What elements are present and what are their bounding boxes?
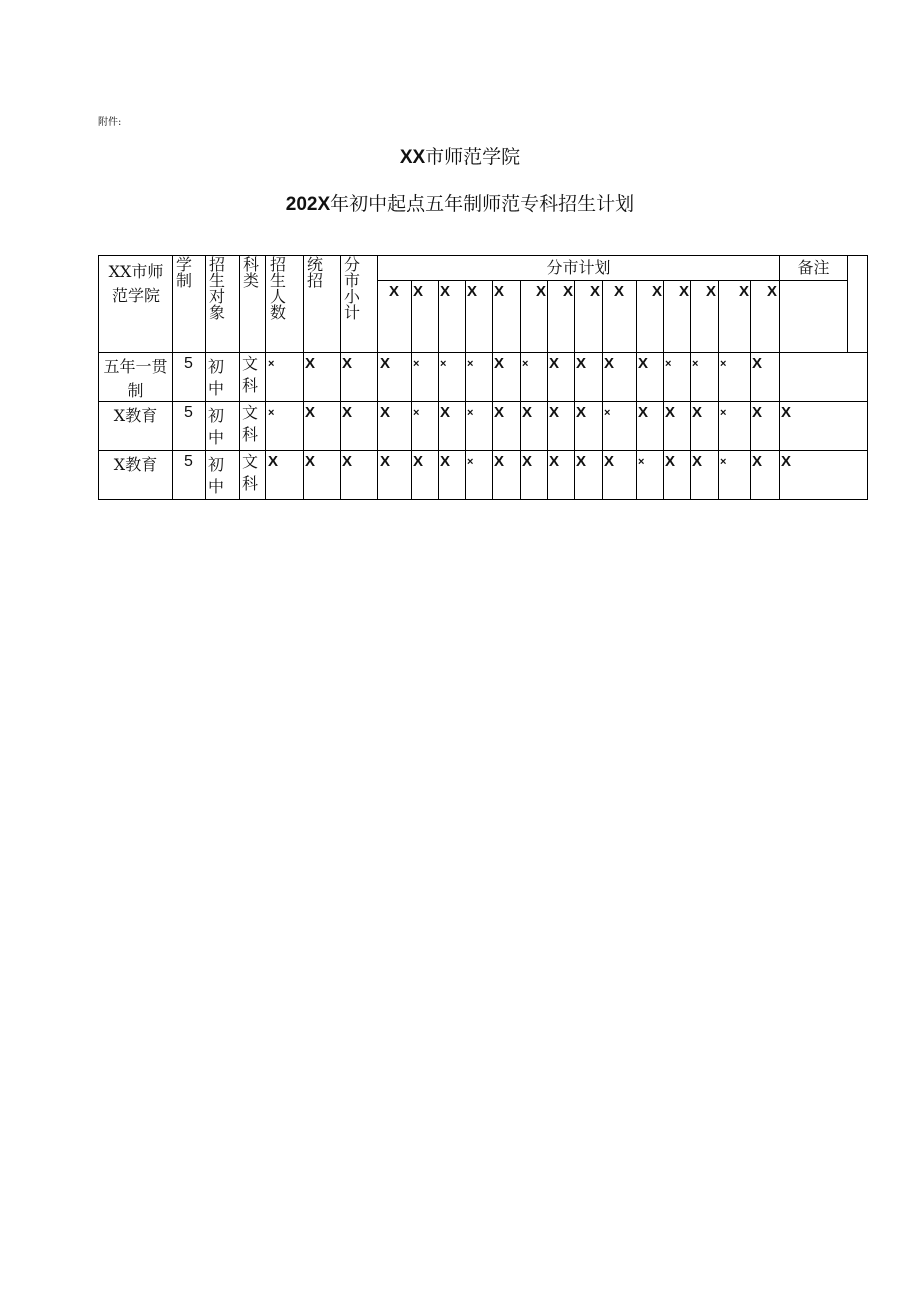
city-marker: X xyxy=(536,283,547,300)
row-subtotal: X xyxy=(342,404,353,421)
row-unified: X xyxy=(305,355,316,372)
row-name: X教育 xyxy=(113,406,158,425)
row-city-value: X xyxy=(549,404,560,421)
row-city-value: X xyxy=(752,404,763,421)
row-city-value: × xyxy=(413,407,420,419)
row-years: 5 xyxy=(184,355,193,372)
row-city-value: X xyxy=(380,404,391,421)
row-city-value: X xyxy=(494,404,505,421)
header-duration: 学制 xyxy=(176,255,193,290)
attachment-label: 附件: xyxy=(98,117,122,128)
title-plan-name: 年初中起点五年制师范专科招生计划 xyxy=(330,193,635,215)
city-marker: X xyxy=(614,283,625,300)
row-city-value: X xyxy=(380,453,391,470)
row-city-value: X xyxy=(752,453,763,470)
row-target: 初中 xyxy=(208,406,225,447)
title-plan-year: 202X xyxy=(285,194,331,215)
row-city-value: X xyxy=(522,453,533,470)
row-city-value: × xyxy=(440,358,447,370)
row-city-value: × xyxy=(692,358,699,370)
row-target: 初中 xyxy=(208,455,225,496)
row-remark: X xyxy=(781,404,792,421)
header-institution xyxy=(102,260,170,308)
header-category: 科类 xyxy=(243,255,260,290)
row-city-value: × xyxy=(638,456,645,468)
title-plan xyxy=(0,189,920,216)
row-city-value: X xyxy=(604,453,615,470)
row-unified: X xyxy=(305,453,316,470)
title-institution xyxy=(0,142,920,169)
city-marker: X xyxy=(652,283,663,300)
city-marker: X xyxy=(563,283,574,300)
row-city-value: X xyxy=(665,404,676,421)
row-years: 5 xyxy=(184,404,193,421)
row-enrollment: X xyxy=(268,453,279,470)
city-marker: X xyxy=(467,283,478,300)
row-years: 5 xyxy=(184,453,193,470)
row-city-value: × xyxy=(720,407,727,419)
row-city-value: X xyxy=(692,404,703,421)
header-remarks: 备注 xyxy=(797,258,830,277)
row-city-value: X xyxy=(752,355,763,372)
row-city-value: X xyxy=(549,355,560,372)
row-city-value: × xyxy=(413,358,420,370)
row-city-value: × xyxy=(467,358,474,370)
header-subtotal: 分市小计 xyxy=(344,255,361,322)
row-target: 初中 xyxy=(208,357,225,398)
row-city-value: X xyxy=(576,453,587,470)
row-city-value: X xyxy=(522,404,533,421)
row-city-value: X xyxy=(380,355,391,372)
row-city-value: X xyxy=(665,453,676,470)
city-marker: X xyxy=(739,283,750,300)
row-city-value: X xyxy=(604,355,615,372)
row-city-value: X xyxy=(638,404,649,421)
row-unified: X xyxy=(305,404,316,421)
row-city-value: X xyxy=(494,355,505,372)
row-subtotal: X xyxy=(342,453,353,470)
row-city-value: × xyxy=(522,358,529,370)
title-institution-code: XX xyxy=(399,147,426,168)
title-institution-name: 市师范学院 xyxy=(425,146,521,168)
row-enrollment: × xyxy=(268,358,275,370)
row-city-value: X xyxy=(576,404,587,421)
city-marker: X xyxy=(590,283,601,300)
city-marker: X xyxy=(679,283,690,300)
city-marker: X xyxy=(494,283,505,300)
row-category: 文科 xyxy=(242,403,259,444)
city-marker: X xyxy=(413,283,424,300)
row-city-value: X xyxy=(576,355,587,372)
row-city-value: × xyxy=(467,456,474,468)
city-marker: X xyxy=(440,283,451,300)
row-city-value: X xyxy=(549,453,560,470)
header-city-plan: 分市计划 xyxy=(546,258,611,277)
row-city-value: × xyxy=(604,407,611,419)
row-category: 文科 xyxy=(242,354,259,395)
row-enrollment: × xyxy=(268,407,275,419)
row-city-value: × xyxy=(720,456,727,468)
row-city-value: X xyxy=(413,453,424,470)
row-city-value: X xyxy=(494,453,505,470)
header-enrollment: 招生人数 xyxy=(270,255,287,322)
row-city-value: X xyxy=(440,404,451,421)
row-city-value: × xyxy=(720,358,727,370)
header-institution-text: XX市师范学院 xyxy=(108,262,164,305)
row-city-value: × xyxy=(665,358,672,370)
row-subtotal: X xyxy=(342,355,353,372)
row-name: 五年一贯制 xyxy=(103,357,168,400)
row-name: X教育 xyxy=(113,455,158,474)
row-city-value: × xyxy=(467,407,474,419)
header-unified: 统招 xyxy=(307,255,324,290)
row-category: 文科 xyxy=(242,452,259,493)
row-city-value: X xyxy=(638,355,649,372)
row-city-value: X xyxy=(440,453,451,470)
row-city-value: X xyxy=(692,453,703,470)
city-marker: X xyxy=(767,283,778,300)
header-target: 招生对象 xyxy=(209,255,226,322)
row-remark: X xyxy=(781,453,792,470)
city-marker: X xyxy=(389,283,400,300)
city-marker: X xyxy=(706,283,717,300)
